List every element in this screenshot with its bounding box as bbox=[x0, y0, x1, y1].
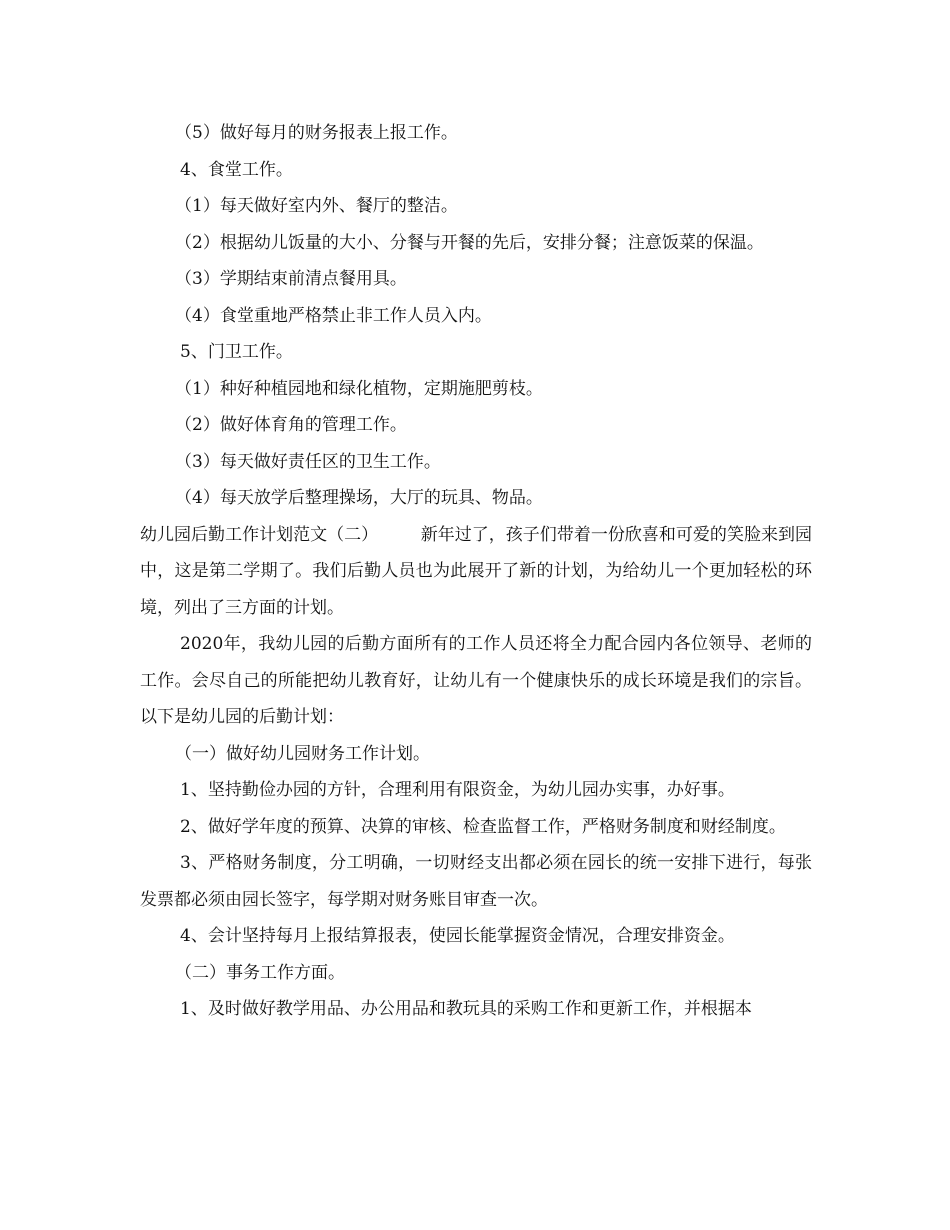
paragraph-item: 2020年，我幼儿园的后勤方面所有的工作人员还将全力配合园内各位领导、老师的工作。会尽自己的所能把幼儿教育好，让幼儿有一个健康快乐的成长环境是我们的宗旨。以下是幼儿园的后勤计划： bbox=[140, 634, 812, 727]
document-body bbox=[140, 115, 812, 1028]
paragraph-item: 2、做好学年度的预算、决算的审核、检查监督工作，严格财务制度和财经制度。 bbox=[180, 816, 786, 837]
paragraph-item: 4、会计坚持每月上报结算报表，使园长能掌握资金情况，合理安排资金。 bbox=[180, 926, 735, 946]
document-title-paragraph: 幼儿园后勤工作计划范文（二） 新年过了，孩子们带着一份欣喜和可爱的笑脸来到园中，这是第二学期了。我们后勤人员也为此展开了新的计划，为给幼儿一个更加轻松的环境，列出了三方面的计划。 bbox=[140, 524, 812, 618]
subsection-heading: （一）做好幼儿园财务工作计划。 bbox=[175, 743, 430, 764]
subsection-heading: （二）事务工作方面。 bbox=[175, 962, 345, 983]
paragraph-item: （3）每天做好责任区的卫生工作。 bbox=[175, 451, 441, 472]
paragraph-item: （4）每天放学后整理操场，大厅的玩具、物品。 bbox=[175, 488, 543, 508]
paragraph-item: （5）做好每月的财务报表上报工作。 bbox=[175, 123, 458, 143]
paragraph-item: 3、严格财务制度，分工明确，一切财经支出都必须在园长的统一安排下进行，每张发票都必须由园长签字，每学期对财务账目审查一次。 bbox=[140, 853, 812, 910]
paragraph-item: （3）学期结束前清点餐用具。 bbox=[175, 269, 407, 289]
section-heading: 5、门卫工作。 bbox=[180, 342, 293, 362]
section-heading: 4、食堂工作。 bbox=[180, 159, 293, 180]
paragraph-item: （1）每天做好室内外、餐厅的整洁。 bbox=[175, 196, 458, 216]
paragraph-item: （1）种好种植园地和绿化植物，定期施肥剪枝。 bbox=[175, 378, 543, 399]
paragraph-item: 1、及时做好教学用品、办公用品和教玩具的采购工作和更新工作，并根据本 bbox=[180, 999, 752, 1019]
paragraph-item: （4）食堂重地严格禁止非工作人员入内。 bbox=[175, 305, 492, 326]
paragraph-item: （2）根据幼儿饭量的大小、分餐与开餐的先后，安排分餐；注意饭菜的保温。 bbox=[175, 232, 764, 253]
paragraph-item: 1、坚持勤俭办园的方针，合理利用有限资金，为幼儿园办实事，办好事。 bbox=[180, 780, 735, 800]
paragraph-item: （2）做好体育角的管理工作。 bbox=[175, 415, 407, 435]
